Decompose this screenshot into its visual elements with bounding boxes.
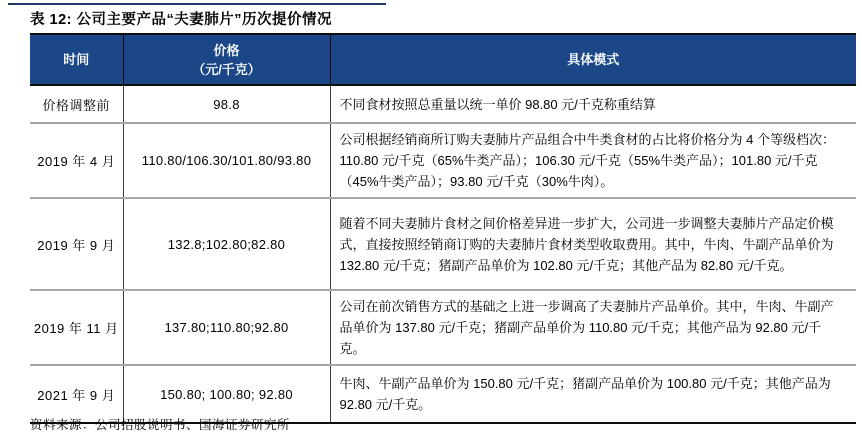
table-row	[30, 290, 856, 365]
table-header-row	[30, 34, 856, 85]
cell-mode: 公司根据经销商所订购夫妻肺片产品组合中牛类食材的占比将价格分为 4 个等级档次：110.80 元/千克（65%牛类产品）；106.30 元/千克（55%牛类产品）；101.80 元/千克（45%牛类产品）；93.80 元/千克（30%牛肉）。	[330, 123, 856, 198]
cell-time: 2019 年 11 月	[30, 290, 123, 365]
price-history-table	[30, 33, 856, 424]
col-header-price-line2: （元/千克）	[192, 61, 261, 77]
col-header-mode: 具体模式	[330, 34, 856, 85]
cell-time: 2021 年 9 月	[30, 365, 123, 423]
col-header-price-line1: 价格	[213, 42, 240, 58]
cell-time: 价格调整前	[30, 85, 123, 123]
cell-price: 110.80/106.30/101.80/93.80	[123, 123, 330, 198]
col-header-price	[123, 34, 330, 85]
top-rule	[8, 3, 386, 5]
cell-mode: 随着不同夫妻肺片食材之间价格差异进一步扩大，公司进一步调整夫妻肺片产品定价模式，直接按照经销商订购的夫妻肺片食材类型收取费用。其中，牛肉、牛副产品单价为 132.80 元/千克；猪副产品单价为 102.80 元/千克；其他产品为 82.80 元/千克。	[330, 198, 856, 290]
cell-mode: 公司在前次销售方式的基础之上进一步调高了夫妻肺片产品单价。其中，牛肉、牛副产品单价为 137.80 元/千克；猪副产品单价为 110.80 元/千克；其他产品为 92.80 元/千克。	[330, 290, 856, 365]
cell-time: 2019 年 4 月	[30, 123, 123, 198]
cell-price: 98.8	[123, 85, 330, 123]
cell-price: 137.80;110.80;92.80	[123, 290, 330, 365]
table-row	[30, 85, 856, 123]
cell-mode: 牛肉、牛副产品单价为 150.80 元/千克；猪副产品单价为 100.80 元/千克；其他产品为 92.80 元/千克。	[330, 365, 856, 423]
table-row	[30, 123, 856, 198]
cell-price: 132.8;102.80;82.80	[123, 198, 330, 290]
source-note: 资料来源：公司招股说明书、国海证券研究所	[30, 418, 291, 432]
table-title: 表 12: 公司主要产品“夫妻肺片”历次提价情况	[30, 12, 333, 28]
cell-price: 150.80; 100.80; 92.80	[123, 365, 330, 423]
col-header-time: 时间	[30, 34, 123, 85]
cell-time: 2019 年 9 月	[30, 198, 123, 290]
table-row	[30, 198, 856, 290]
cell-mode: 不同食材按照总重量以统一单价 98.80 元/千克称重结算	[330, 85, 856, 123]
